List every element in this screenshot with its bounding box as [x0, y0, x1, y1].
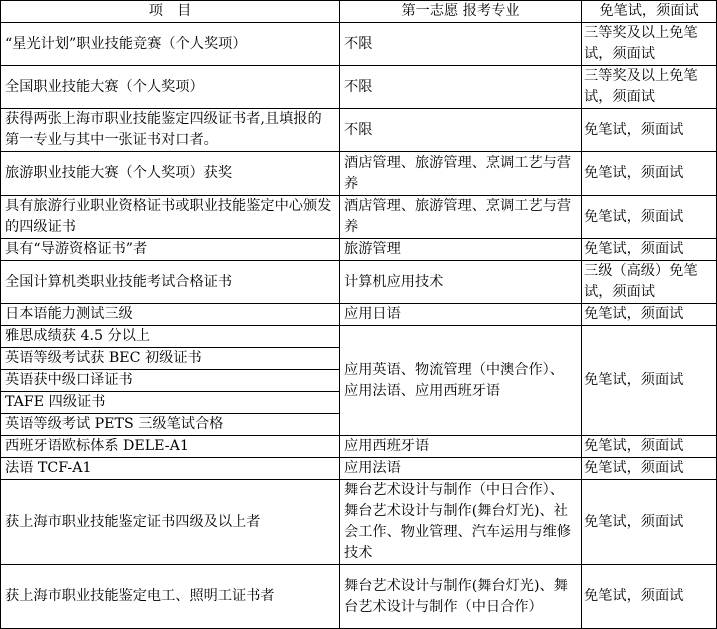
header-item: 项 目: [1, 1, 340, 23]
table-row: [1, 23, 717, 66]
lang-item: 英语获中级口译证书: [1, 370, 340, 392]
row-requirement: 免笔试，须面试: [582, 458, 717, 480]
row-item: 西班牙语欧标体系 DELE-A1: [1, 436, 340, 458]
lang-requirement: 免笔试，须面试: [582, 326, 717, 436]
lang-item: 英语等级考试获 BEC 初级证书: [1, 348, 340, 370]
row-item: 旅游职业技能大赛（个人奖项）获奖: [1, 152, 340, 196]
table-row: [1, 109, 717, 152]
row-requirement: 免笔试，须面试: [582, 109, 717, 152]
row-major: 不限: [340, 66, 582, 109]
row-requirement: 免笔试，须面试: [582, 480, 717, 565]
row-item: 获得两张上海市职业技能鉴定四级证书者,且填报的第一专业与其中一张证书对口者。: [1, 109, 340, 152]
row-major: 计算机应用技术: [340, 261, 582, 304]
table-row: [1, 436, 717, 458]
row-requirement: 免笔试，须面试: [582, 436, 717, 458]
row-requirement: 免笔试，须面试: [582, 565, 717, 629]
row-major: 旅游管理: [340, 239, 582, 261]
table-row: [1, 66, 717, 109]
row-item: 获上海市职业技能鉴定电工、照明工证书者: [1, 565, 340, 629]
row-major: 酒店管理、旅游管理、烹调工艺与营养: [340, 152, 582, 196]
row-item: 具有旅游行业职业资格证书或职业技能鉴定中心颁发的四级证书: [1, 196, 340, 239]
row-major: 舞台艺术设计与制作(舞台灯光)、舞台艺术设计与制作（中日合作）: [340, 565, 582, 629]
lang-item: 英语等级考试 PETS 三级笔试合格: [1, 414, 340, 436]
header-row: [1, 1, 717, 23]
lang-item: 雅思成绩获 4.5 分以上: [1, 326, 340, 348]
row-item: 全国职业技能大赛（个人奖项）: [1, 66, 340, 109]
row-major: 不限: [340, 109, 582, 152]
row-requirement: 免笔试，须面试: [582, 196, 717, 239]
table-row: [1, 239, 717, 261]
row-requirement: 免笔试，须面试: [582, 239, 717, 261]
row-major: 舞台艺术设计与制作（中日合作）、舞台艺术设计与制作(舞台灯光)、社会工作、物业管理、汽车运用与维修技术: [340, 480, 582, 565]
row-requirement: 免笔试，须面试: [582, 304, 717, 326]
header-major: 第一志愿 报考专业: [340, 1, 582, 23]
row-requirement: 三等奖及以上免笔试，须面试: [582, 23, 717, 66]
header-requirement: 免笔试，须面试: [582, 1, 717, 23]
row-item: “星光计划”职业技能竞赛（个人奖项）: [1, 23, 340, 66]
table-row: [1, 261, 717, 304]
table-row: [1, 458, 717, 480]
row-item: 日本语能力测试三级: [1, 304, 340, 326]
row-major: 酒店管理、旅游管理、烹调工艺与营养: [340, 196, 582, 239]
row-major: 应用西班牙语: [340, 436, 582, 458]
row-item: 获上海市职业技能鉴定证书四级及以上者: [1, 480, 340, 565]
lang-item: TAFE 四级证书: [1, 392, 340, 414]
table-row: [1, 480, 717, 565]
table-row: [1, 196, 717, 239]
table-row: [1, 304, 717, 326]
row-major: 应用法语: [340, 458, 582, 480]
row-requirement: 三等奖及以上免笔试，须面试: [582, 66, 717, 109]
row-major: 不限: [340, 23, 582, 66]
row-requirement: 免笔试，须面试: [582, 152, 717, 196]
table-row: [1, 152, 717, 196]
row-item: 法语 TCF-A1: [1, 458, 340, 480]
row-requirement: 三级（高级）免笔试，须面试: [582, 261, 717, 304]
row-major: 应用日语: [340, 304, 582, 326]
lang-major: 应用英语、物流管理（中澳合作）、应用法语、应用西班牙语: [340, 326, 582, 436]
table-row: [1, 326, 717, 348]
row-item: 具有“导游资格证书”者: [1, 239, 340, 261]
row-item: 全国计算机类职业技能考试合格证书: [1, 261, 340, 304]
